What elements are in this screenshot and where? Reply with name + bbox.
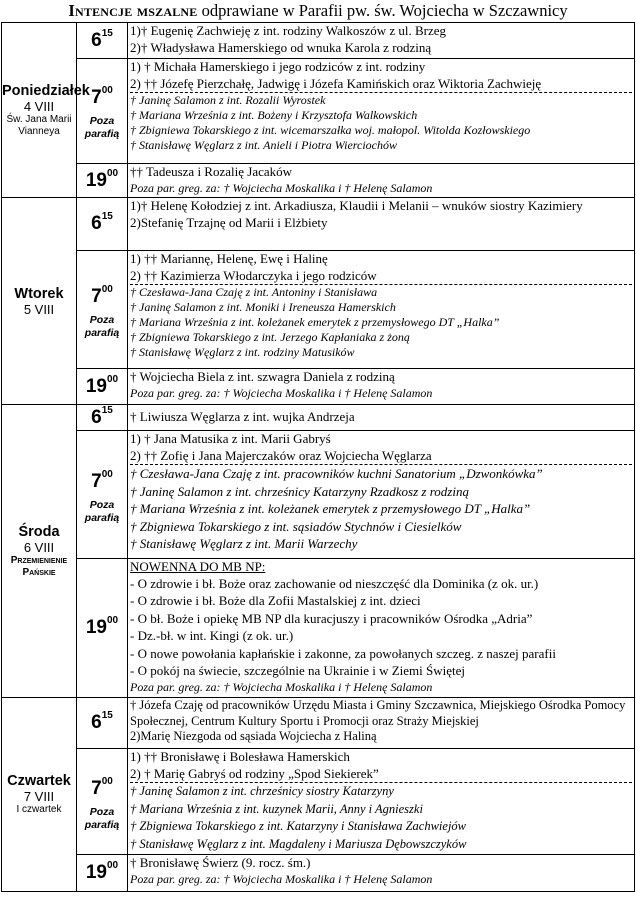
intention-line: 2)† Władysława Hamerskiego od wnuka Karola z rodziną xyxy=(130,39,432,55)
intention-line: 2)Stefanię Trzajnę od Marii i Elżbiety xyxy=(130,214,328,230)
hour: $19^{00}$ xyxy=(85,167,119,191)
poza-line: † Czesława-Jana Czaję z int. Antoniny i Stanisława xyxy=(130,285,378,299)
intention-line: 2) †† Kazimierza Włodarczyka i jego rodziców xyxy=(130,268,632,286)
time-700 xyxy=(77,749,128,855)
intention-line: 1) †† Bronisławę i Bolesława Hamerskich xyxy=(130,749,350,764)
intention-line: - O zdrowie i bł. Boże dla Zofii Mastalskiej z int. dzieci xyxy=(130,593,421,608)
day-date: 5 VIII xyxy=(23,301,55,317)
intention-line: 2) †† Józefę Pierzchałę, Jadwigę i Józefa Kamińskich oraz Wiktoria Zachwieję xyxy=(130,76,632,94)
intention-line: - Dz.-bł. w int. Kingi (z ok. ur.) xyxy=(130,628,294,643)
day-cell-thu xyxy=(2,698,77,892)
hour: $7^{00}$ xyxy=(91,85,113,108)
time-1900 xyxy=(77,559,128,698)
intention-line: 1)† Eugenię Zachwieję z int. rodziny Walkoszów z ul. Brzeg xyxy=(130,23,447,38)
row-thu-700 xyxy=(2,749,635,855)
poza-line: † Zbigniewa Tokarskiego z int. Katarzyny i Stanisława Zachwiejów xyxy=(130,819,467,833)
day-note: I czwartek xyxy=(16,804,62,815)
intention-line: 1)† Helenę Kołodziej z int. Arkadiusza, Klaudii i Melanii – wnuków siostry Kazimiery xyxy=(130,198,583,213)
mass-intentions xyxy=(128,749,635,855)
mass-intentions xyxy=(128,59,635,164)
mass-intentions xyxy=(128,369,635,405)
hour: $7^{00}$ xyxy=(91,468,113,492)
intention-line: - O zdrowie i bł. Boże oraz zachowanie od nieszczęść dla Dominika (z ok. ur.) xyxy=(130,575,539,591)
mass-intentions xyxy=(128,198,635,251)
poza-line: † Stanisławę Węglarz z int. Marii Warzechy xyxy=(130,536,358,551)
day-date: 7 VIII xyxy=(23,789,55,804)
time-700 xyxy=(77,251,128,369)
row-tue-615 xyxy=(2,198,635,251)
poza-line: † Mariana Września z int. koleżanek emerytek z przemysłowego DT „Halka” xyxy=(130,315,500,329)
row-wed-1900 xyxy=(2,559,635,698)
mass-intentions xyxy=(128,855,635,892)
intention-line: †† Tadeusza i Rozalię Jacaków xyxy=(130,164,293,179)
poza-greg-line: Poza par. greg. za: † Wojciecha Moskalika i † Helenę Salamon xyxy=(130,180,433,195)
hour: $6^{15}$ xyxy=(91,710,113,733)
title-bold: Intencje mszalne xyxy=(68,1,198,20)
poza-line: † Stanisławę Węglarz z int. Anieli i Piotra Wierciochów xyxy=(130,138,397,152)
intention-line: † Bronisławę Świerz (9. rocz. śm.) xyxy=(130,855,311,870)
mass-intentions xyxy=(128,251,635,369)
poza-line: † Janinę Salamon z int. Moniki i Ireneusza Hamerskich xyxy=(130,300,396,314)
time-615 xyxy=(77,198,128,251)
poza-parafia-label: Poza parafią xyxy=(84,313,120,339)
poza-line: † Stanisławę Węglarz z int. rodziny Matusików xyxy=(130,345,355,359)
mass-intentions xyxy=(128,698,635,749)
hour: $19^{00}$ xyxy=(85,373,119,397)
poza-line: † Zbigniewa Tokarskiego z int. Jerzego Kapłaniaka z żoną xyxy=(130,330,410,344)
poza-parafia-label: Poza parafią xyxy=(84,498,120,524)
day-name: Środa xyxy=(18,523,60,540)
intention-line: 2) † Marię Gabryś od rodziny „Spod Siekierek” xyxy=(130,766,632,784)
poza-line: † Janinę Salamon z int. Rozalii Wyrostek xyxy=(130,93,326,107)
intention-line: 2)Marię Niezgoda od sąsiada Wojciecha z Haliną xyxy=(130,729,377,743)
intention-line: † Liwiusza Węglarza z int. wujka Andrzeja xyxy=(130,409,355,425)
novena-heading: NOWENNA DO MB NP: xyxy=(130,559,266,574)
poza-parafia-label: Poza parafią xyxy=(84,805,120,831)
intention-line: 2) †† Zofię i Jana Majerczaków oraz Wojciecha Węglarza xyxy=(130,448,632,466)
time-1900 xyxy=(77,369,128,405)
poza-greg-line: Poza par. greg. za: † Wojciecha Moskalika i † Helenę Salamon xyxy=(130,679,433,694)
intentions-table xyxy=(1,22,635,892)
intention-line: - O nowe powołania kapłańskie i zakonne, za powołanych szczeg. z naszej parafii xyxy=(130,645,556,661)
title-rest: odprawiane w Parafii pw. św. Wojciecha w Szczawnicy xyxy=(197,1,568,20)
intention-line: 1) † Jana Matusika z int. Marii Gabryś xyxy=(130,431,331,446)
row-tue-700 xyxy=(2,251,635,369)
day-name: Czwartek xyxy=(7,773,71,789)
day-name: Poniedziałek xyxy=(2,82,90,99)
intention-line: 1) †† Mariannę, Helenę, Ewę i Halinę xyxy=(130,251,328,266)
hour: $6^{15}$ xyxy=(91,27,113,51)
time-700 xyxy=(77,431,128,559)
poza-greg-line: Poza par. greg. za: † Wojciecha Moskalika i † Helenę Salamon xyxy=(130,385,433,400)
intention-line: - O bł. Boże i opiekę MB NP dla kuracjuszy i pracowników Ośrodka „Adria” xyxy=(130,610,533,626)
page-title xyxy=(0,0,636,22)
poza-line: † Zbigniewa Tokarskiego z int. sąsiadów Stychnów i Ciesielków xyxy=(130,518,462,534)
row-mon-615 xyxy=(2,23,635,59)
poza-greg-line: Poza par. greg. za: † Wojciecha Moskalika i † Helenę Salamon xyxy=(130,871,433,886)
poza-line: † Janinę Salamon z int. chrześnicy Katarzyny Rzadkosz z rodziną xyxy=(130,483,469,499)
intention-line: 1) † Michała Hamerskiego i jego rodziców z int. rodziny xyxy=(130,59,426,74)
row-thu-1900 xyxy=(2,855,635,892)
time-615 xyxy=(77,405,128,431)
hour: $19^{00}$ xyxy=(85,615,119,638)
time-615 xyxy=(77,23,128,59)
row-tue-1900 xyxy=(2,369,635,405)
mass-intentions xyxy=(128,559,635,698)
poza-line: † Czesława-Jana Czaję z int. pracowników kuchni Sanatorium „Dzwonkówka” xyxy=(130,466,543,481)
intention-line: † Józefa Czaję od pracowników Urzędu Miasta i Gminy Szczawnica, Miejskiego Ośrodka Pomocy Społecznej, Centrum Kultury Sportu i Promocji oraz Straży Miejskiej xyxy=(130,698,626,728)
poza-line: † Mariana Września z int. kuzynek Marii, Anny i Agnieszki xyxy=(130,801,423,816)
hour: $19^{00}$ xyxy=(85,860,119,883)
row-mon-1900 xyxy=(2,164,635,198)
poza-line: † Mariana Września z int. Bożeny i Krzysztofa Walkowskich xyxy=(130,108,418,122)
hour: $6^{15}$ xyxy=(91,404,113,428)
time-615 xyxy=(77,698,128,749)
mass-intentions xyxy=(128,405,635,431)
poza-line: † Zbigniewa Tokarskiego z int. wicemarszałka woj. małopol. Witolda Kozłowskiego xyxy=(130,123,531,137)
row-wed-615 xyxy=(2,405,635,431)
time-1900 xyxy=(77,164,128,198)
row-wed-700 xyxy=(2,431,635,559)
intention-line: † Wojciecha Biela z int. szwagra Daniela z rodziną xyxy=(130,369,395,384)
time-700 xyxy=(77,59,128,164)
mass-intentions xyxy=(128,23,635,59)
row-mon-700 xyxy=(2,59,635,164)
day-date: 6 VIII xyxy=(23,539,55,555)
day-date: 4 VIII xyxy=(23,98,55,114)
day-cell-tue xyxy=(2,198,77,405)
hour: $7^{00}$ xyxy=(91,775,113,799)
day-note: Św. Jana Marii Vianneya xyxy=(6,113,72,137)
hour: $6^{15}$ xyxy=(91,211,113,234)
day-feast: Przemienienie Pańskie xyxy=(10,554,68,578)
day-cell-mon xyxy=(2,23,90,198)
time-1900 xyxy=(77,855,128,892)
hour: $7^{00}$ xyxy=(91,283,113,307)
row-thu-615 xyxy=(2,698,635,749)
day-name: Wtorek xyxy=(14,285,64,302)
day-cell-wed xyxy=(2,405,77,698)
intention-line: - O pokój na świecie, szczególnie na Ukrainie i w Ziemi Świętej xyxy=(130,663,466,678)
mass-intentions xyxy=(128,431,635,559)
poza-line: † Stanisławę Węglarz z int. Magdaleny i Mariusza Dębowszczyków xyxy=(130,836,467,851)
mass-intentions xyxy=(128,164,635,198)
poza-parafia-label: Poza parafią xyxy=(84,115,120,140)
poza-line: † Mariana Września z int. koleżanek emerytek z przemysłowego DT „Halka” xyxy=(130,501,531,516)
poza-line: † Janinę Salamon z int. chrześnicy siostry Katarzyny xyxy=(130,784,394,798)
